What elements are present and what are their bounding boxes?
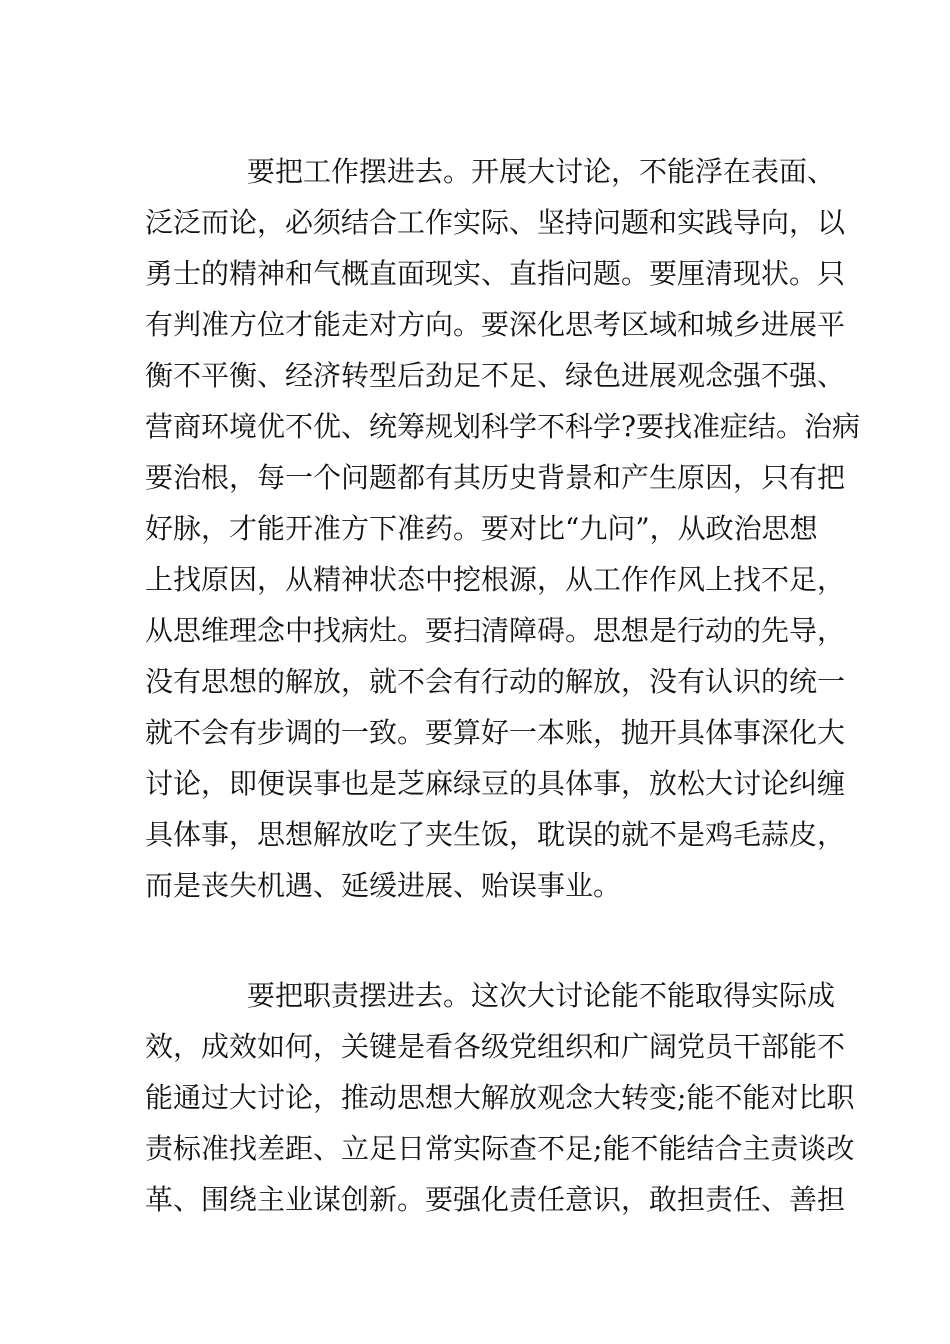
text-line: 好脉，才能开准方下准药。要对比“九问”，从政治思想 — [145, 512, 818, 545]
text-line: 从思维理念中找病灶。要扫清障碍。思想是行动的先导， — [145, 614, 846, 647]
text-line: 泛泛而论，必须结合工作实际、坚持问题和实践导向，以 — [145, 206, 846, 239]
text-line: 讨论，即便误事也是芝麻绿豆的具体事，放松大讨论纠缠 — [145, 767, 846, 800]
text-line: 就不会有步调的一致。要算好一本账，抛开具体事深化大 — [145, 716, 846, 749]
text-line: 有判准方位才能走对方向。要深化思考区域和城乡进展平 — [145, 308, 846, 341]
text-line: 衡不平衡、经济转型后劲足不足、绿色进展观念强不强、 — [145, 359, 846, 392]
text-line: 没有思想的解放，就不会有行动的解放，没有认识的统一 — [145, 665, 846, 698]
text-line: 要把工作摆进去。开展大讨论，不能浮在表面、 — [247, 155, 836, 188]
text-line: 要治根，每一个问题都有其历史背景和产生原因，只有把 — [145, 461, 846, 494]
text-line: 革、围绕主业谋创新。要强化责任意识，敢担责任、善担 — [145, 1183, 846, 1216]
text-line: 责标准找差距、立足日常实际查不足;能不能结合主责谈改 — [145, 1132, 855, 1165]
text-line: 营商环境优不优、统筹规划科学不科学?要找准症结。治病 — [145, 410, 861, 443]
text-line: 要把职责摆进去。这次大讨论能不能取得实际成 — [247, 979, 836, 1012]
text-line: 勇士的精神和气概直面现实、直指问题。要厘清现状。只 — [145, 257, 846, 290]
text-line: 能通过大讨论，推动思想大解放观念大转变;能不能对比职 — [145, 1081, 855, 1114]
text-line: 效，成效如何，关键是看各级党组织和广阔党员干部能不 — [145, 1030, 846, 1063]
text-line: 而是丧失机遇、延缓进展、贻误事业。 — [145, 869, 622, 902]
text-line: 上找原因，从精神状态中挖根源，从工作作风上找不足， — [145, 563, 846, 596]
text-line: 具体事，思想解放吃了夹生饭，耽误的就不是鸡毛蒜皮， — [145, 818, 846, 851]
